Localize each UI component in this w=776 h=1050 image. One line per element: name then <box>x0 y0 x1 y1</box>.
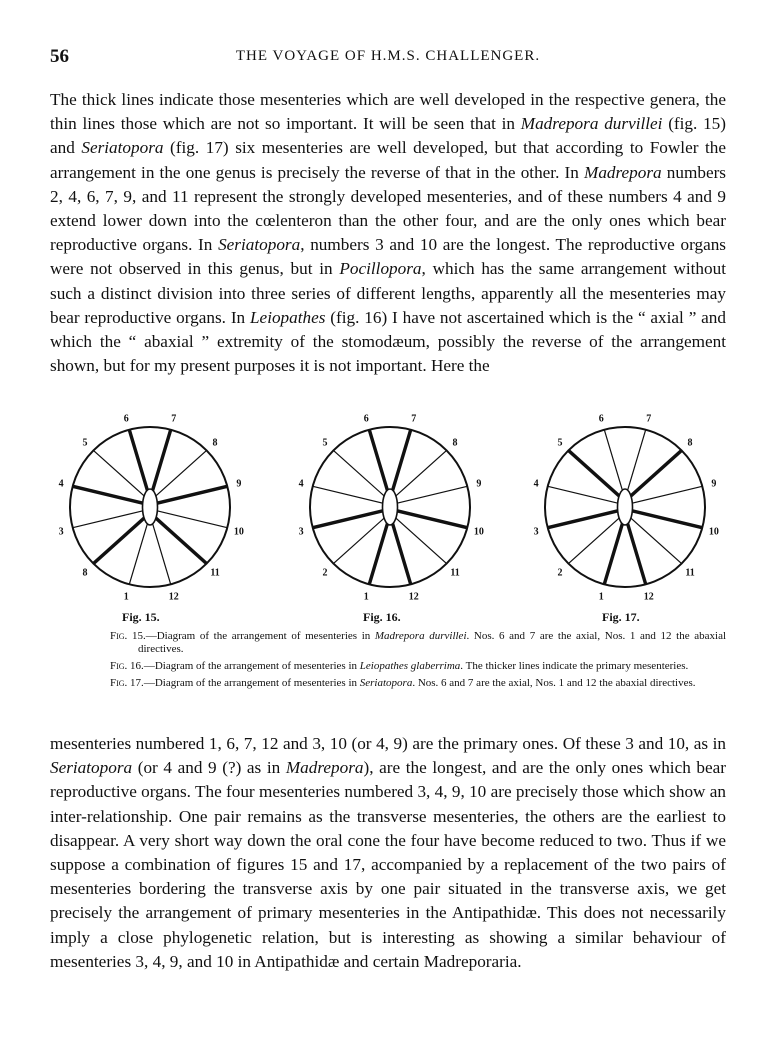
mesentery-line <box>313 511 383 528</box>
mesentery-line <box>392 522 411 584</box>
caption-fig-17 <box>110 677 726 690</box>
caption-fig-16 <box>110 660 726 673</box>
italic-genus: Madrepora durvillei <box>520 114 663 134</box>
caption-text: —Diagram of the arrangement of mesenteries in <box>145 630 375 642</box>
stomodaeum <box>383 489 398 525</box>
mesentery-line <box>548 486 618 503</box>
mesentery-number: 1 <box>123 591 129 603</box>
caption-text: . Nos. 6 and 7 are the axial, Nos. 1 and 12 the abaxial directives. <box>412 677 696 689</box>
page-header <box>50 46 726 70</box>
figure-captions <box>110 630 726 694</box>
mesentery-line <box>633 511 703 528</box>
mesentery-number: 8 <box>82 567 88 579</box>
italic-genus: Seriatopora <box>50 758 133 778</box>
mesentery-number: 8 <box>452 437 458 449</box>
figure-16-label: Fig. 16. <box>363 610 401 624</box>
caption-lead: Fig. 16. <box>110 660 144 672</box>
caption-lead: Fig. 17. <box>110 677 144 689</box>
italic-genus: Madrepora <box>285 758 364 778</box>
mesentery-number: 4 <box>298 478 304 490</box>
figure-16-diagram <box>290 412 500 607</box>
figure-15-diagram <box>50 412 260 607</box>
italic-genus: Seriatopora <box>81 138 164 158</box>
mesentery-number: 9 <box>711 478 717 490</box>
mesentery-line <box>568 450 619 496</box>
mesentery-number: 8 <box>212 437 218 449</box>
mesentery-line <box>604 522 623 584</box>
text-run: (or 4 and 9 (?) as in <box>132 758 286 778</box>
mesentery-number: 7 <box>411 413 417 425</box>
mesentery-number: 3 <box>533 526 539 538</box>
mesentery-number: 4 <box>58 478 64 490</box>
mesentery-number: 4 <box>533 478 539 490</box>
mesentery-line <box>156 518 207 564</box>
mesentery-number: 11 <box>210 567 220 579</box>
running-title: THE VOYAGE OF H.M.S. CHALLENGER. <box>235 48 541 64</box>
mesentery-number: 3 <box>298 526 304 538</box>
mesentery-line <box>392 430 411 492</box>
text-run: (fig. 17) six mesenteries are well developed, but that according to Fowler the arrangement in the one genus is precisely the reverse of that in the other. In <box>50 138 726 182</box>
mesentery-line <box>369 430 388 492</box>
paragraph-bottom <box>50 732 726 974</box>
mesentery-number: 1 <box>363 591 369 603</box>
caption-text: —Diagram of the arrangement of mesenteries in <box>143 677 360 689</box>
stomodaeum <box>143 489 158 525</box>
mesentery-number: 7 <box>646 413 652 425</box>
text-run: (fig. 16) I have not ascertained which is the “ axial ” and which the “ abaxial ” extremity of the stomodæum, possibly the reverse of the arrangement shown, but for my present purposes it is not important. Here the <box>50 307 726 376</box>
mesentery-line <box>627 522 646 584</box>
italic-genus: Seriatopora <box>218 235 301 255</box>
mesentery-number: 10 <box>233 526 244 538</box>
mesentery-line <box>73 486 143 503</box>
mesentery-line <box>398 486 468 503</box>
mesentery-number: 12 <box>408 591 419 603</box>
paragraph-top <box>50 88 726 378</box>
mesentery-number: 6 <box>123 413 129 425</box>
mesentery-number: 6 <box>363 413 369 425</box>
mesentery-line <box>158 511 228 528</box>
mesentery-number: 11 <box>685 567 695 579</box>
italic-genus: Pocillopora <box>339 259 422 279</box>
mesentery-number: 6 <box>598 413 604 425</box>
text-run: (fig. 15) and <box>50 114 727 158</box>
text-run: numbers 2, 4, 6, 7, 9, and 11 represent the strongly developed mesenteries, and of these numbers 4 and 9 extend lower down into the cœlenteron than the other four, and are the only ones which bear reproductive organs. In <box>50 162 726 255</box>
mesentery-line <box>93 518 144 564</box>
mesentery-number: 5 <box>322 437 328 449</box>
figure-17-diagram <box>525 412 735 607</box>
caption-text: . Nos. 6 and 7 are the axial, Nos. 1 and 12 the abaxial directives. <box>138 630 727 655</box>
caption-lead: Fig. 15. <box>110 630 146 642</box>
caption-italic: Madrepora durvillei <box>374 630 467 642</box>
italic-genus: Leiopathes <box>250 307 326 327</box>
text-run: ), are the longest, and are the only ones which bear reproductive organs. The four mesenteries numbered 3, 4, 9, 10 are precisely those which show an inter-relationship. One pair remains as the transverse mesenteries, the others are the earliest to disappear. A very short way down the oral cone the four have become reduced to two. Thus if we suppose a combination of figures 15 and 17, accompanied by a replacement of the two pairs of mesenteries bordering the transverse axis by one pair situated in the transverse axis, we get precisely the arrangement of primary mesenteries in the Antipathidæ. This does not necessarily imply a close phylogenetic relation, but is interesting as showing a similar behaviour of mesenteries 3, 4, 9, and 10 in Antipathidæ and certain Madreporaria. <box>50 758 726 971</box>
text-run: , numbers 3 and 10 are the longest. The reproductive organs were not observed in this genus, but in <box>50 235 726 279</box>
caption-text: . The thicker lines indicate the primary mesenteries. <box>460 660 689 672</box>
mesentery-line <box>633 486 703 503</box>
italic-genus: Madrepora <box>584 162 662 182</box>
mesentery-number: 7 <box>171 413 177 425</box>
mesentery-number: 12 <box>643 591 654 603</box>
mesentery-line <box>158 486 228 503</box>
text-run: , which has the same arrangement without such a distinct division into three series of different lengths, apparently all the mesenteries may bear reproductive organs. In <box>50 259 726 327</box>
mesentery-number: 11 <box>450 567 460 579</box>
figure-15-label: Fig. 15. <box>122 610 160 624</box>
mesentery-number: 2 <box>322 567 328 579</box>
mesentery-number: 9 <box>236 478 242 490</box>
caption-fig-15 <box>110 630 726 656</box>
mesentery-line <box>369 522 388 584</box>
mesentery-number: 8 <box>687 437 693 449</box>
mesentery-number: 3 <box>58 526 64 538</box>
mesentery-number: 2 <box>557 567 563 579</box>
mesentery-line <box>313 486 383 503</box>
mesentery-line <box>398 511 468 528</box>
mesentery-line <box>73 511 143 528</box>
mesentery-number: 5 <box>557 437 563 449</box>
mesentery-line <box>548 511 618 528</box>
mesentery-number: 1 <box>598 591 604 603</box>
mesentery-number: 10 <box>708 526 719 538</box>
caption-text: —Diagram of the arrangement of mesenteries in <box>143 660 360 672</box>
page-number: 56 <box>50 46 69 67</box>
figure-17-label: Fig. 17. <box>602 610 640 624</box>
mesentery-line <box>152 430 171 492</box>
mesentery-line <box>631 450 682 496</box>
caption-italic: Leiopathes glaberrima <box>359 660 461 672</box>
figure-row <box>40 412 740 622</box>
mesentery-number: 5 <box>82 437 88 449</box>
caption-italic: Seriatopora <box>359 677 413 689</box>
mesentery-number: 10 <box>473 526 484 538</box>
stomodaeum <box>618 489 633 525</box>
text-run: The thick lines indicate those mesenteries which are well developed in the respective genera, the thin lines those which are not so important. It will be seen that in <box>50 90 726 134</box>
mesentery-line <box>129 430 148 492</box>
mesentery-number: 9 <box>476 478 482 490</box>
text-run: mesenteries numbered 1, 6, 7, 12 and 3, 10 (or 4, 9) are the primary ones. Of these 3 and 10, as in <box>50 734 726 753</box>
mesentery-number: 12 <box>168 591 179 603</box>
